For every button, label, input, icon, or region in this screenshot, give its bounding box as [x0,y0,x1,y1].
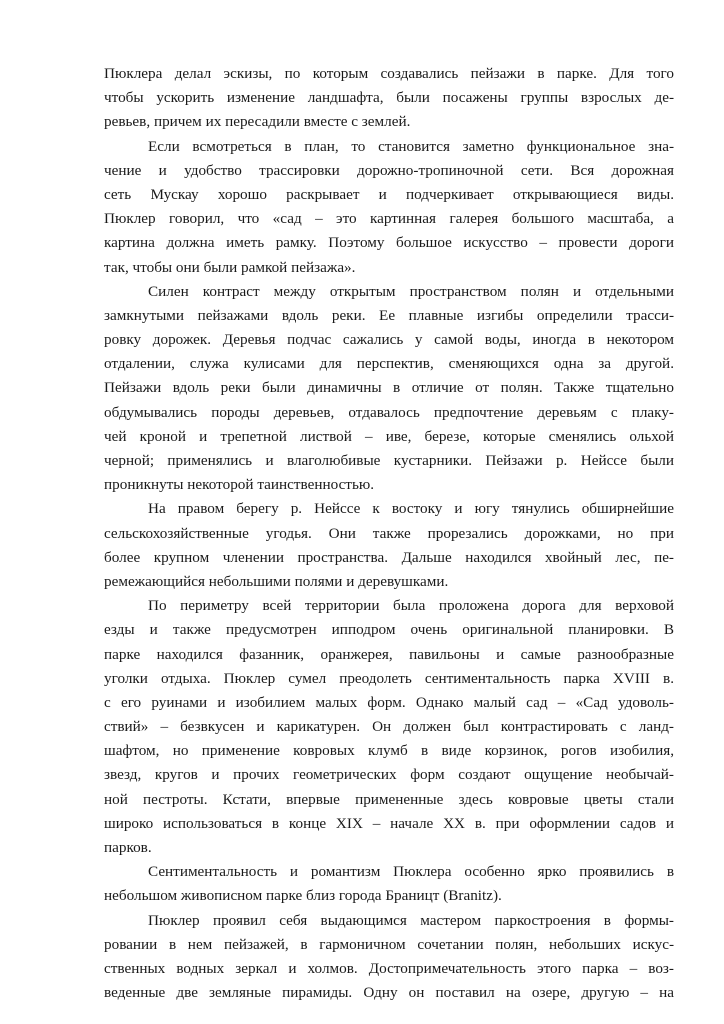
text-line: ственных водных зеркал и холмов. Достопримечательность этого парка – воз- [104,959,674,977]
text-line: ровку дорожек. Деревья подчас сажались у самой воды, иногда в некотором [104,331,674,349]
paragraph-first-line: По периметру всей территории была проложена дорога для верховой [148,597,674,615]
text-line: так, чтобы они были рамкой пейзажа». [104,258,356,276]
text-line: Пейзажи вдоль реки были динамичны в отличие от полян. Также тщательно [104,379,674,397]
text-line: ствий» – безвкусен и карикатурен. Он должен был контрастировать с ланд- [104,718,674,736]
text-line: уголки отдыха. Пюклер сумел преодолеть сентиментальность парка XVIII в. [104,669,674,687]
text-line: широко использоваться в конце XIX – начале XX в. при оформлении садов и [104,814,674,832]
text-line: чение и удобство трассировки дорожно-тропиночной сети. Вся дорожная [104,161,674,179]
text-line: небольшом живописном парке близ города Браницт (Branitz). [104,887,502,905]
text-line: Пюклера делал эскизы, по которым создавались пейзажи в парке. Для того [104,65,674,82]
text-line: сеть Мускау хорошо раскрывает и подчеркивает открывающиеся виды. [104,185,674,203]
text-line: Пюклер говорил, что «сад – это картинная галерея большого масштаба, а [104,210,674,228]
text-line: ремежающийся небольшими полями и деревушками. [104,572,449,590]
document-page [104,62,674,1005]
text-line: более крупном членении пространства. Дальше находился хвойный лес, пе- [104,548,674,566]
text-line: ревьев, причем их пересадили вместе с землей. [104,113,411,131]
text-line: ровании в нем пейзажей, в гармоничном сочетании полян, небольших искус- [104,935,674,953]
paragraph-first-line: Пюклер проявил себя выдающимся мастером паркостроения в формы- [148,911,674,929]
paragraph-first-line: Силен контраст между открытым пространством полян и отдельными [148,282,674,300]
paragraph-first-line: Если всмотреться в план, то становится заметно функциональное зна- [148,137,674,155]
text-line: парке находился фазанник, оранжерея, павильоны и самые разнообразные [104,645,674,663]
text-line: картина должна иметь рамку. Поэтому большое искусство – провести дороги [104,234,674,252]
text-line: обдумывались породы деревьев, отдавалось предпочтение деревьям с плаку- [104,403,674,421]
text-line: проникнуты некоторой таинственностью. [104,476,375,494]
text-line: ной пестроты. Кстати, впервые примененные здесь ковровые цветы стали [104,790,674,808]
text-line: чтобы ускорить изменение ландшафта, были посажены группы взрослых де- [104,89,674,107]
text-line: шафтом, но применение ковровых клумб в виде корзинок, рогов изобилия, [104,742,674,760]
text-line: замкнутыми пейзажами вдоль реки. Ее плавные изгибы определили трасси- [104,306,674,324]
paragraph-first-line: На правом берегу р. Нейссе к востоку и югу тянулись обширнейшие [148,500,674,518]
text-line: езды и также предусмотрен ипподром очень оригинальной планировки. В [104,621,674,639]
text-line: с его руинами и изобилием малых форм. Однако малый сад – «Сад удоволь- [104,693,674,711]
text-line: сельскохозяйственные угодья. Они также прорезались дорожками, но при [104,524,674,542]
paragraph-first-line: Сентиментальность и романтизм Пюклера особенно ярко проявились в [148,863,674,881]
text-line: черной; применялись и влаголюбивые кустарники. Пейзажи р. Нейссе были [104,452,674,469]
text-line: чей кроной и трепетной листвой – иве, березе, которые сменялись ольхой [104,427,674,445]
text-line: отдалении, служа кулисами для перспектив, сменяющихся одна за другой. [104,355,674,373]
text-line: звезд, кругов и прочих геометрических форм создают ощущение необычай- [104,766,674,784]
text-line: парков. [104,839,152,856]
text-line: веденные две земляные пирамиды. Одну он поставил на озере, другую – на [104,984,674,1002]
